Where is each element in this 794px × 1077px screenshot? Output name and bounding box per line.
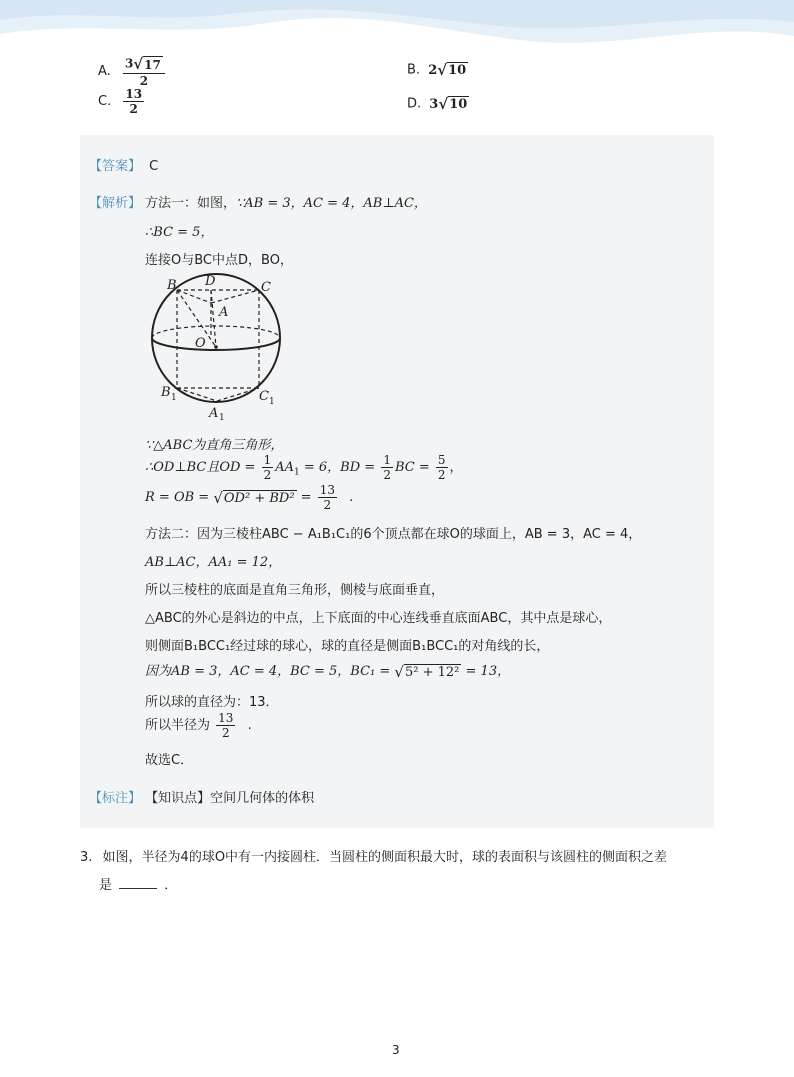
figure-label-c: C (261, 280, 271, 295)
method2-line3: 所以三棱柱的底面是直角三角形，侧棱与底面垂直， (145, 583, 445, 598)
svg-text:1: 1 (219, 413, 225, 421)
method2-line4: △ABC的外心是斜边的中点，上下底面的中心连线垂直底面ABC，其中点是球心， (145, 611, 612, 626)
sphere-prism-figure (145, 271, 295, 421)
answer-value: C (149, 159, 159, 174)
svg-text:1: 1 (269, 397, 275, 407)
answer-tag: 【答案】 (89, 159, 142, 174)
method2-line6: 因为AB = 3，AC = 4，BC = 5，BC₁ = √ 5² + 12² = 13， (145, 662, 511, 681)
method2-line8: 所以半径为 $\frac{13}{2}$ . (145, 711, 252, 740)
method2-line7: 所以球的直径为：13． (145, 695, 279, 710)
answer-blank[interactable] (119, 876, 157, 889)
question-3-number: 3. (80, 850, 93, 865)
question-3-text: 如图，半径为4的球O中有一内接圆柱．当圆柱的侧面积最大时，球的表面积与该圆柱的侧面积之差 (102, 850, 668, 865)
option-c (98, 88, 146, 115)
figure-label-o: O (195, 336, 206, 351)
method1-right-triangle: ∵△ABC为直角三角形， (145, 438, 284, 453)
svg-text:1: 1 (171, 393, 177, 403)
method1-intro: 方法一：如图，∵AB = 3，AC = 4，AB⊥AC， (145, 196, 427, 211)
option-b: B. 2 √ 10 (407, 61, 467, 79)
note-tag: 【标注】 (89, 791, 142, 806)
option-d: D. 3 √ 10 (407, 95, 468, 113)
figure-label-d: D (205, 274, 216, 289)
question-3-line1 (80, 846, 667, 865)
method2-line2: AB⊥AC，AA₁ = 12， (145, 555, 282, 570)
answer-line (89, 155, 158, 174)
note-line (89, 787, 314, 806)
page-number: 3 (392, 1043, 400, 1057)
method1-bc: ∴BC = 5， (145, 225, 214, 240)
method1-od-line: ∴OD⊥BC且OD = $\frac{1}{2}$ $AA_1 = 6$，BD = $\frac{1}{2}$ BC = $\frac{5}{2}$ ， (145, 453, 463, 482)
option-b-label: B. (407, 62, 421, 78)
figure-label-b: B (167, 278, 177, 293)
figure-label-a: A (219, 305, 229, 320)
option-a-fraction: 3 √ 17 2 (123, 56, 165, 87)
method2-line1: 方法二：因为三棱柱ABC − A₁B₁C₁的6个顶点都在球O的球面上，AB = 3，AC = 4， (145, 527, 642, 542)
note-text: 【知识点】空间几何体的体积 (145, 791, 315, 806)
analysis-tag: 【解析】 (89, 196, 142, 211)
header-wave-decoration (0, 0, 794, 60)
figure-label-a1: A (209, 406, 219, 421)
method2-line9: 故选C． (145, 753, 194, 768)
method1-connect: 连接O与BC中点D，BO， (145, 253, 293, 268)
question-3-line2: 是 ． (99, 878, 178, 893)
figure-label-c1: C (259, 389, 269, 404)
option-d-label: D. (407, 96, 422, 112)
method1-radius-line: R = OB = √ OD² + BD² = $\frac{13}{2}$ . (145, 483, 354, 512)
figure-label-b1: B (161, 385, 171, 400)
option-c-label: C. (98, 94, 112, 109)
option-a-label: A. (98, 64, 111, 79)
option-c-fraction: $\frac{13}{2}$ (125, 87, 143, 116)
method2-line5: 则侧面B₁BCC₁经过球的球心，球的直径是侧面B₁BCC₁的对角线的长， (145, 639, 550, 654)
option-a (98, 56, 167, 87)
